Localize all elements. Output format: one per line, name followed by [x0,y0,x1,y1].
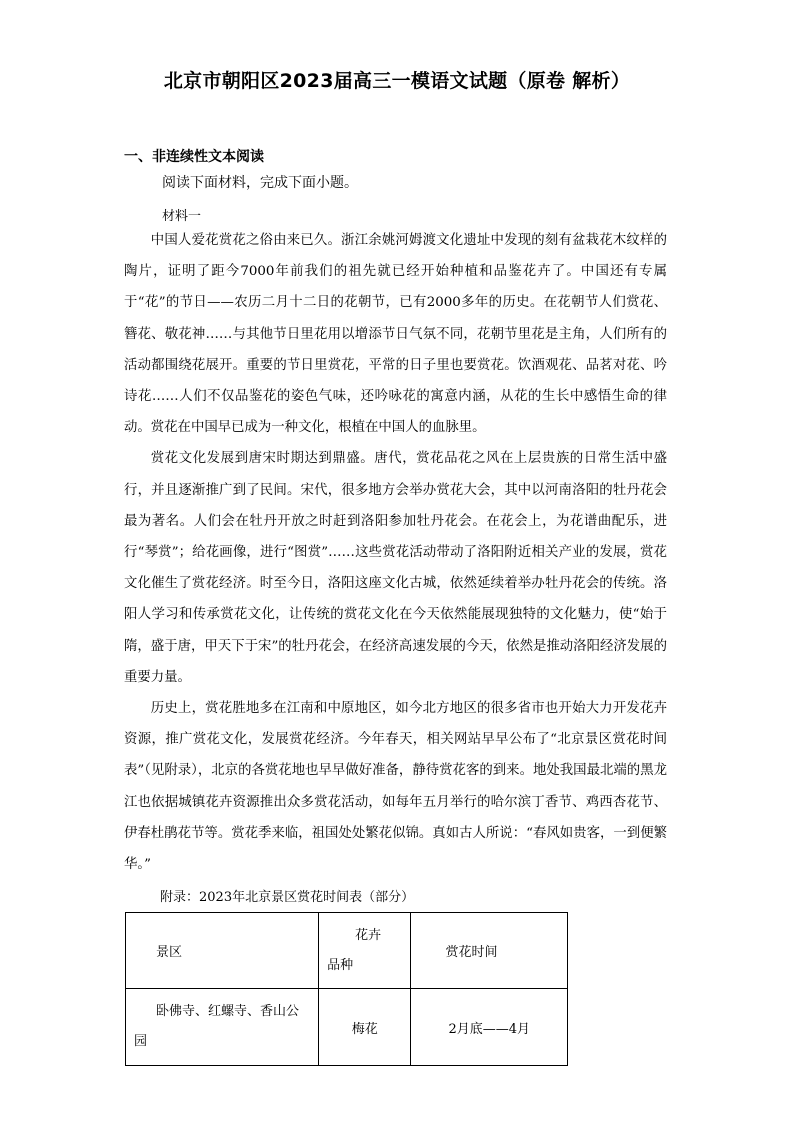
table-row [126,989,568,1066]
flower-viewing-table [125,912,568,1066]
header-variety-line2: 品种 [327,957,354,973]
cell-variety: 梅花 [319,989,411,1066]
appendix-title: 附录：2023年北京景区赏花时间表（部分） [160,890,415,905]
material-label: 材料一 [162,209,202,224]
reading-instruction: 阅读下面材料，完成下面小题。 [162,175,358,191]
section-heading: 一、非连续性文本阅读 [124,149,264,165]
paragraph-3: 历史上，赏花胜地多在江南和中原地区，如今北方地区的很多省市也开始大力开发花卉资源，推广赏花文化，发展赏花经济。今年春天，相关网站早早公布了“北京景区赏花时间表”（见附录），北京的各赏花地也早早做好准备，静待赏花客的到来。地处我国最北端的黑龙江也依据城镇花卉资源推出众多赏花活动，如每年五月举行的哈尔滨丁香节、鸡西杏花节、伊春杜鹃花节等。赏花季来临，祖国处处繁花似锦。真如古人所说：“春风如贵客，一到便繁华。” [124,701,667,873]
paragraph-2: 赏花文化发展到唐宋时期达到鼎盛。唐代，赏花品花之风在上层贵族的日常生活中盛行，并且逐渐推广到了民间。宋代，很多地方会举办赏花大会，其中以河南洛阳的牡丹花会最为著名。人们会在牡丹开放之时赶到洛阳参加牡丹花会。在花会上，为花谱曲配乐，进行“琴赏”；给花画像，进行“图赏”……这些赏花活动带动了洛阳附近相关产业的发展，赏花文化催生了赏花经济。时至今日，洛阳这座文化古城，依然延续着举办牡丹花会的传统。洛阳人学习和传承赏花文化，让传统的赏花文化在今天依然能展现独特的文化魅力，使“始于隋，盛于唐，甲天下于宋”的牡丹花会，在经济高速发展的今天，依然是推动洛阳经济发展的重要力量。 [124,451,667,685]
header-variety [319,913,411,989]
cell-site [126,989,319,1066]
paragraph-1: 中国人爱花赏花之俗由来已久。浙江余姚河姆渡文化遗址中发现的刻有盆栽花木纹样的陶片，证明了距今7000年前我们的祖先就已经开始种植和品鉴花卉了。中国还有专属于“花”的节日——农历二月十二日的花朝节，已有2000多年的历史。在花朝节人们赏花、簪花、敬花神……与其他节日里花用以增添节日气氛不同，花朝节里花是主角，人们所有的活动都围绕花展开。重要的节日里赏花，平常的日子里也要赏花。饮酒观花、品茗对花、吟诗花……人们不仅品鉴花的姿色气味，还吟咏花的寓意内涵，从花的生长中感悟生命的律动。赏花在中国早已成为一种文化，根植在中国人的血脉里。 [124,233,667,436]
cell-site-line1: 卧佛寺、红螺寺、香山公 [156,1004,300,1019]
header-variety-line1: 花卉 [355,927,382,943]
header-site: 景区 [126,913,319,989]
table-header-row [126,913,568,989]
document-title: 北京市朝阳区2023届高三一模语文试题（原卷 解析） [163,70,631,92]
material-body [124,225,667,880]
cell-site-line2: 园 [134,1034,148,1049]
header-time: 赏花时间 [411,913,568,989]
cell-time: 2月底——4月 [411,989,568,1066]
